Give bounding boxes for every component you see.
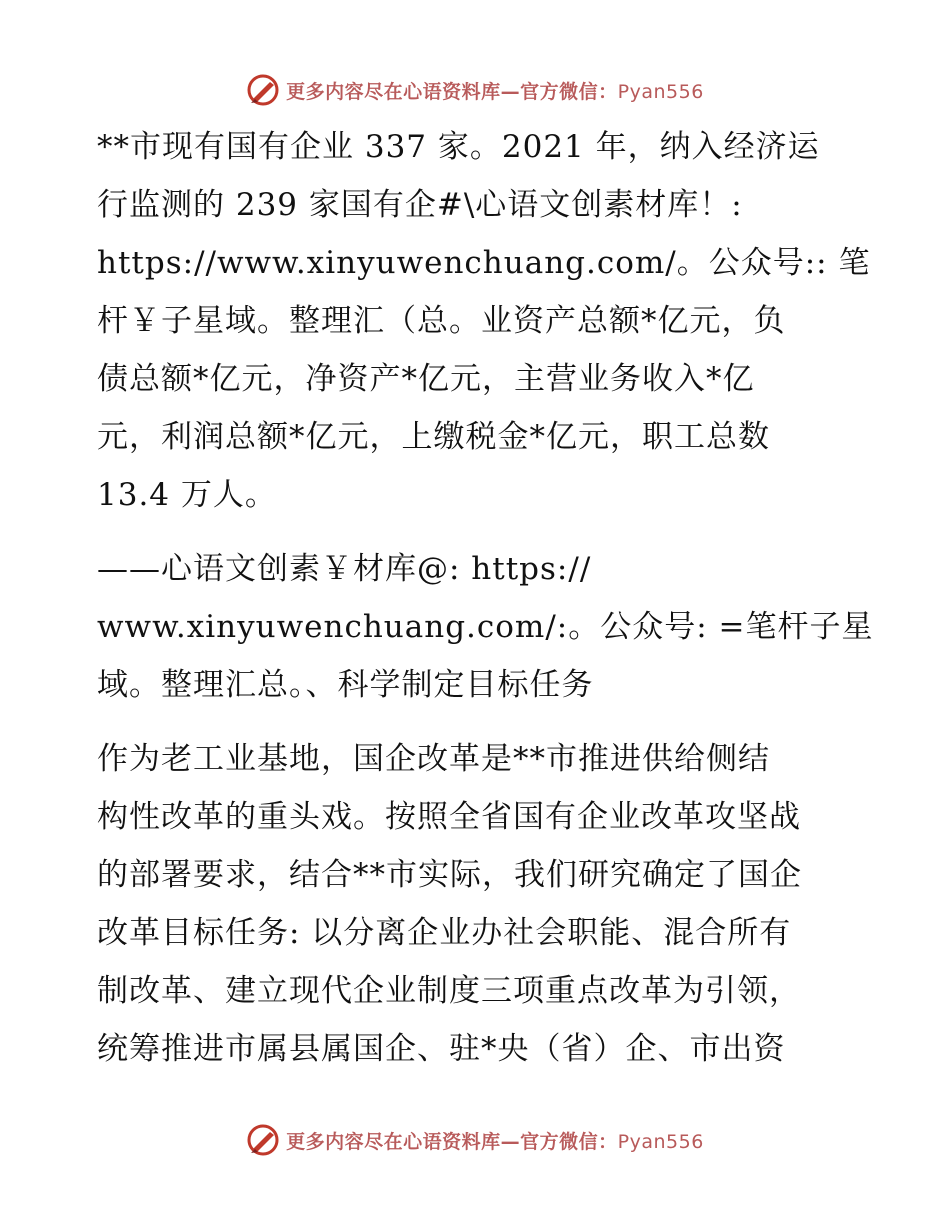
- brush-logo-icon: [246, 73, 280, 107]
- text-line: 域。整理汇总。、科学制定目标任务: [97, 667, 594, 703]
- text-line: 制改革、建立现代企业制度三项重点改革为引领，: [97, 973, 801, 1009]
- text-line: 行监测的 239 家国有企#\心语文创素材库！:: [97, 187, 743, 223]
- paragraph-reform-tasks: [97, 730, 857, 1078]
- banner-wechat-id: Pyan556: [617, 1130, 704, 1153]
- text-line: https://www.xinyuwenchuang.com/。公众号:: 笔: [97, 245, 871, 281]
- text-line: 债总额*亿元，净资产*亿元，主营业务收入*亿: [97, 361, 755, 397]
- footer-banner: [0, 1120, 950, 1160]
- text-line: 元，利润总额*亿元，上缴税金*亿元，职工总数: [97, 419, 770, 455]
- header-banner: [0, 70, 950, 110]
- text-line: 构性改革的重头戏。按照全省国有企业改革攻坚战: [97, 799, 801, 835]
- banner-wechat-id: Pyan556: [617, 80, 704, 103]
- paragraph-overview: [97, 118, 871, 524]
- banner-text: 更多内容尽在心语资料库—官方微信：: [286, 1130, 618, 1153]
- paragraph-section-heading: [97, 540, 874, 714]
- text-line: ——心语文创素￥材库@: https://: [97, 551, 592, 587]
- text-line: www.xinyuwenchuang.com/:。公众号: =笔杆子星: [97, 609, 874, 645]
- brush-logo-icon: [246, 1123, 280, 1157]
- text-line: 13.4 万人。: [97, 477, 277, 513]
- text-line: 改革目标任务: 以分离企业办社会职能、混合所有: [97, 915, 792, 951]
- text-line: 作为老工业基地，国企改革是**市推进供给侧结: [97, 741, 770, 777]
- text-line: 杆￥子星域。整理汇（总。业资产总额*亿元，负: [97, 303, 786, 339]
- text-line: 的部署要求，结合**市实际，我们研究确定了国企: [97, 857, 802, 893]
- banner-text: 更多内容尽在心语资料库—官方微信：: [286, 80, 618, 103]
- text-line: 统筹推进市属县属国企、驻*央（省）企、市出资: [97, 1031, 786, 1067]
- document-body: [97, 118, 874, 1094]
- text-line: **市现有国有企业 337 家。2021 年，纳入经济运: [97, 129, 820, 165]
